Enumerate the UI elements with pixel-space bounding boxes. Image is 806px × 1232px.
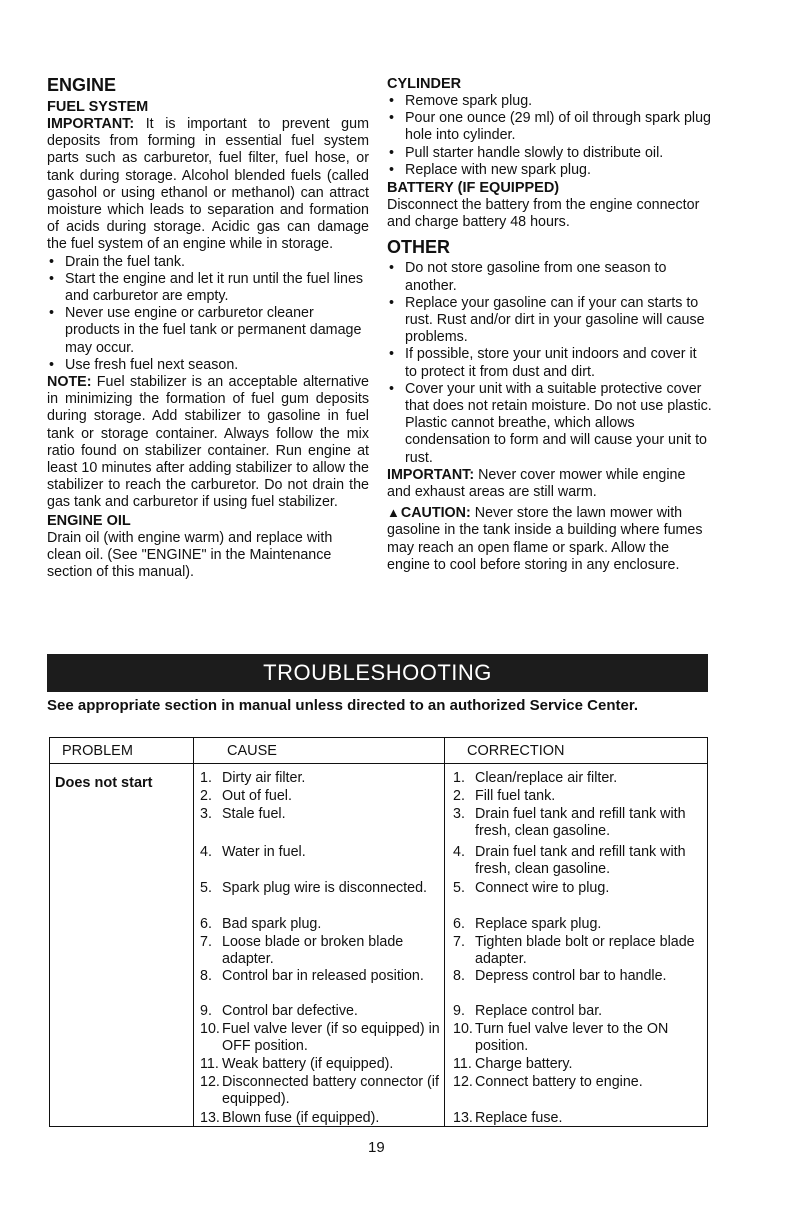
important-label: IMPORTANT: [387, 466, 475, 483]
problem-cell: Does not start [55, 775, 153, 791]
caution-paragraph [387, 504, 712, 574]
important-text: Never cover mower while engine and exhaust areas are still warm. [387, 466, 686, 501]
list-item: • Drain the fuel tank. [47, 254, 369, 271]
list-item: • If possible, store your unit indoors and cover it to protect it from dust and dirt. [387, 346, 712, 380]
caution-label: CAUTION: [400, 505, 471, 522]
fuel-bullet-list [47, 254, 369, 374]
list-item: • Replace your gasoline can if your can starts to rust. Rust and/or dirt in your gasoline will cause problems. [387, 295, 712, 347]
list-item: 6. Bad spark plug. [200, 916, 322, 932]
note-text: Fuel stabilizer is an acceptable alternative in minimizing the formation of fuel gum deposits during storage. Add stabilizer to gasoline in fuel tank or storage container. Always follow the mix ratio found on stabilizer container. Run engine at least 10 minutes after adding stabilizer to allow the stabilizer to reach the carburetor. Do not drain the gas tank and carburetor if using fuel stabilizer. [47, 374, 369, 511]
engine-oil-heading: ENGINE OIL [47, 512, 131, 529]
column-divider [193, 738, 194, 1126]
battery-heading: BATTERY (IF EQUIPPED) [387, 180, 560, 197]
list-item: 2. Out of fuel. [200, 788, 292, 804]
list-item: 10. Fuel valve lever (if so equipped) in OFF position. [200, 1021, 440, 1054]
list-item: 2. Fill fuel tank. [453, 788, 556, 804]
list-item: • Replace with new spark plug. [387, 162, 712, 179]
list-item: 11. Weak battery (if equipped). [200, 1056, 394, 1072]
other-important-paragraph [387, 467, 712, 501]
important-text: It is important to prevent gum deposits from forming in essential fuel system parts such as carburetor, fuel filter, fuel hose, or tank during storage. Alcohol blended fuels (called gasohol or using ethanol or methanol) can attract moisture which leads to separation and formation of acids during storage. Acidic gas can damage the fuel system of an engine while in storage. [47, 116, 369, 253]
left-column [47, 75, 369, 581]
troubleshooting-banner [47, 654, 708, 692]
list-item: 3. Drain fuel tank and refill tank with fresh, clean gasoline. [453, 806, 686, 839]
list-item: 13. Replace fuse. [453, 1110, 563, 1126]
note-paragraph [47, 374, 369, 512]
list-item: 6. Replace spark plug. [453, 916, 602, 932]
list-item: • Use fresh fuel next season. [47, 357, 369, 374]
engine-oil-text: Drain oil (with engine warm) and replace with clean oil. (See "ENGINE" in the Maintenance section of this manual). [47, 529, 333, 581]
list-item: 3. Stale fuel. [200, 806, 286, 822]
fuel-important-paragraph [47, 116, 369, 254]
important-label: IMPORTANT: [47, 116, 135, 132]
battery-text: Disconnect the battery from the engine connector and charge battery 48 hours. [387, 197, 700, 231]
list-item: • Do not store gasoline from one season to another. [387, 260, 712, 294]
list-item: • Cover your unit with a suitable protective cover that does not retain moisture. Do not use plastic. Plastic cannot breathe, which allows condensation to form and will cause your unit to rust. [387, 381, 712, 467]
list-item: 11. Charge battery. [453, 1056, 573, 1072]
list-item: • Never use engine or carburetor cleaner products in the fuel tank or permanent damage may occur. [47, 305, 369, 357]
list-item: 4. Drain fuel tank and refill tank with fresh, clean gasoline. [453, 844, 686, 877]
list-item: • Pull starter handle slowly to distribute oil. [387, 145, 712, 162]
list-item: 5. Spark plug wire is disconnected. [200, 880, 428, 896]
list-item: • Remove spark plug. [387, 93, 712, 110]
list-item: 8. Control bar in released position. [200, 968, 424, 984]
cylinder-heading: CYLINDER [387, 76, 462, 92]
list-item: 7. Tighten blade bolt or replace blade adapter. [453, 934, 695, 967]
list-item: 4. Water in fuel. [200, 844, 306, 860]
page-number: 19 [368, 1139, 385, 1156]
troubleshooting-intro: See appropriate section in manual unless directed to an authorized Service Center. [47, 697, 639, 714]
list-item: 12. Connect battery to engine. [453, 1074, 643, 1090]
header-divider [50, 763, 707, 764]
problem-header: PROBLEM [62, 743, 133, 759]
list-item: 12. Disconnected battery connector (if equipped). [200, 1074, 439, 1107]
list-item: 1. Dirty air filter. [200, 770, 306, 786]
fuel-system-heading: FUEL SYSTEM [47, 99, 149, 115]
troubleshooting-table [49, 737, 708, 1127]
list-item: 10. Turn fuel valve lever to the ON position. [453, 1021, 669, 1054]
other-heading: OTHER [387, 237, 450, 258]
list-item: • Start the engine and let it run until the fuel lines and carburetor are empty. [47, 271, 369, 305]
correction-header: CORRECTION [467, 743, 565, 759]
list-item: 9. Control bar defective. [200, 1003, 358, 1019]
list-item: 9. Replace control bar. [453, 1003, 603, 1019]
list-item: 8. Depress control bar to handle. [453, 968, 667, 984]
cylinder-bullet-list [387, 93, 712, 179]
note-label: NOTE: [47, 374, 92, 391]
right-column [387, 75, 712, 574]
list-item: 5. Connect wire to plug. [453, 880, 610, 896]
troubleshooting-title: TROUBLESHOOTING [263, 660, 492, 685]
list-item: 7. Loose blade or broken blade adapter. [200, 934, 404, 967]
list-item: • Pour one ounce (29 ml) of oil through spark plug hole into cylinder. [387, 110, 712, 144]
cause-header: CAUSE [227, 743, 277, 759]
other-bullet-list [387, 260, 712, 466]
list-item: 13. Blown fuse (if equipped). [200, 1110, 380, 1126]
warning-triangle-icon: ▲ [387, 505, 400, 521]
list-item: 1. Clean/replace air filter. [453, 770, 618, 786]
engine-heading: ENGINE [47, 75, 117, 95]
caution-text: Never store the lawn mower with gasoline in the tank inside a building where fumes may reach an open flame or spark. Allow the engine to cool before storing in any enclosure. [387, 505, 703, 573]
